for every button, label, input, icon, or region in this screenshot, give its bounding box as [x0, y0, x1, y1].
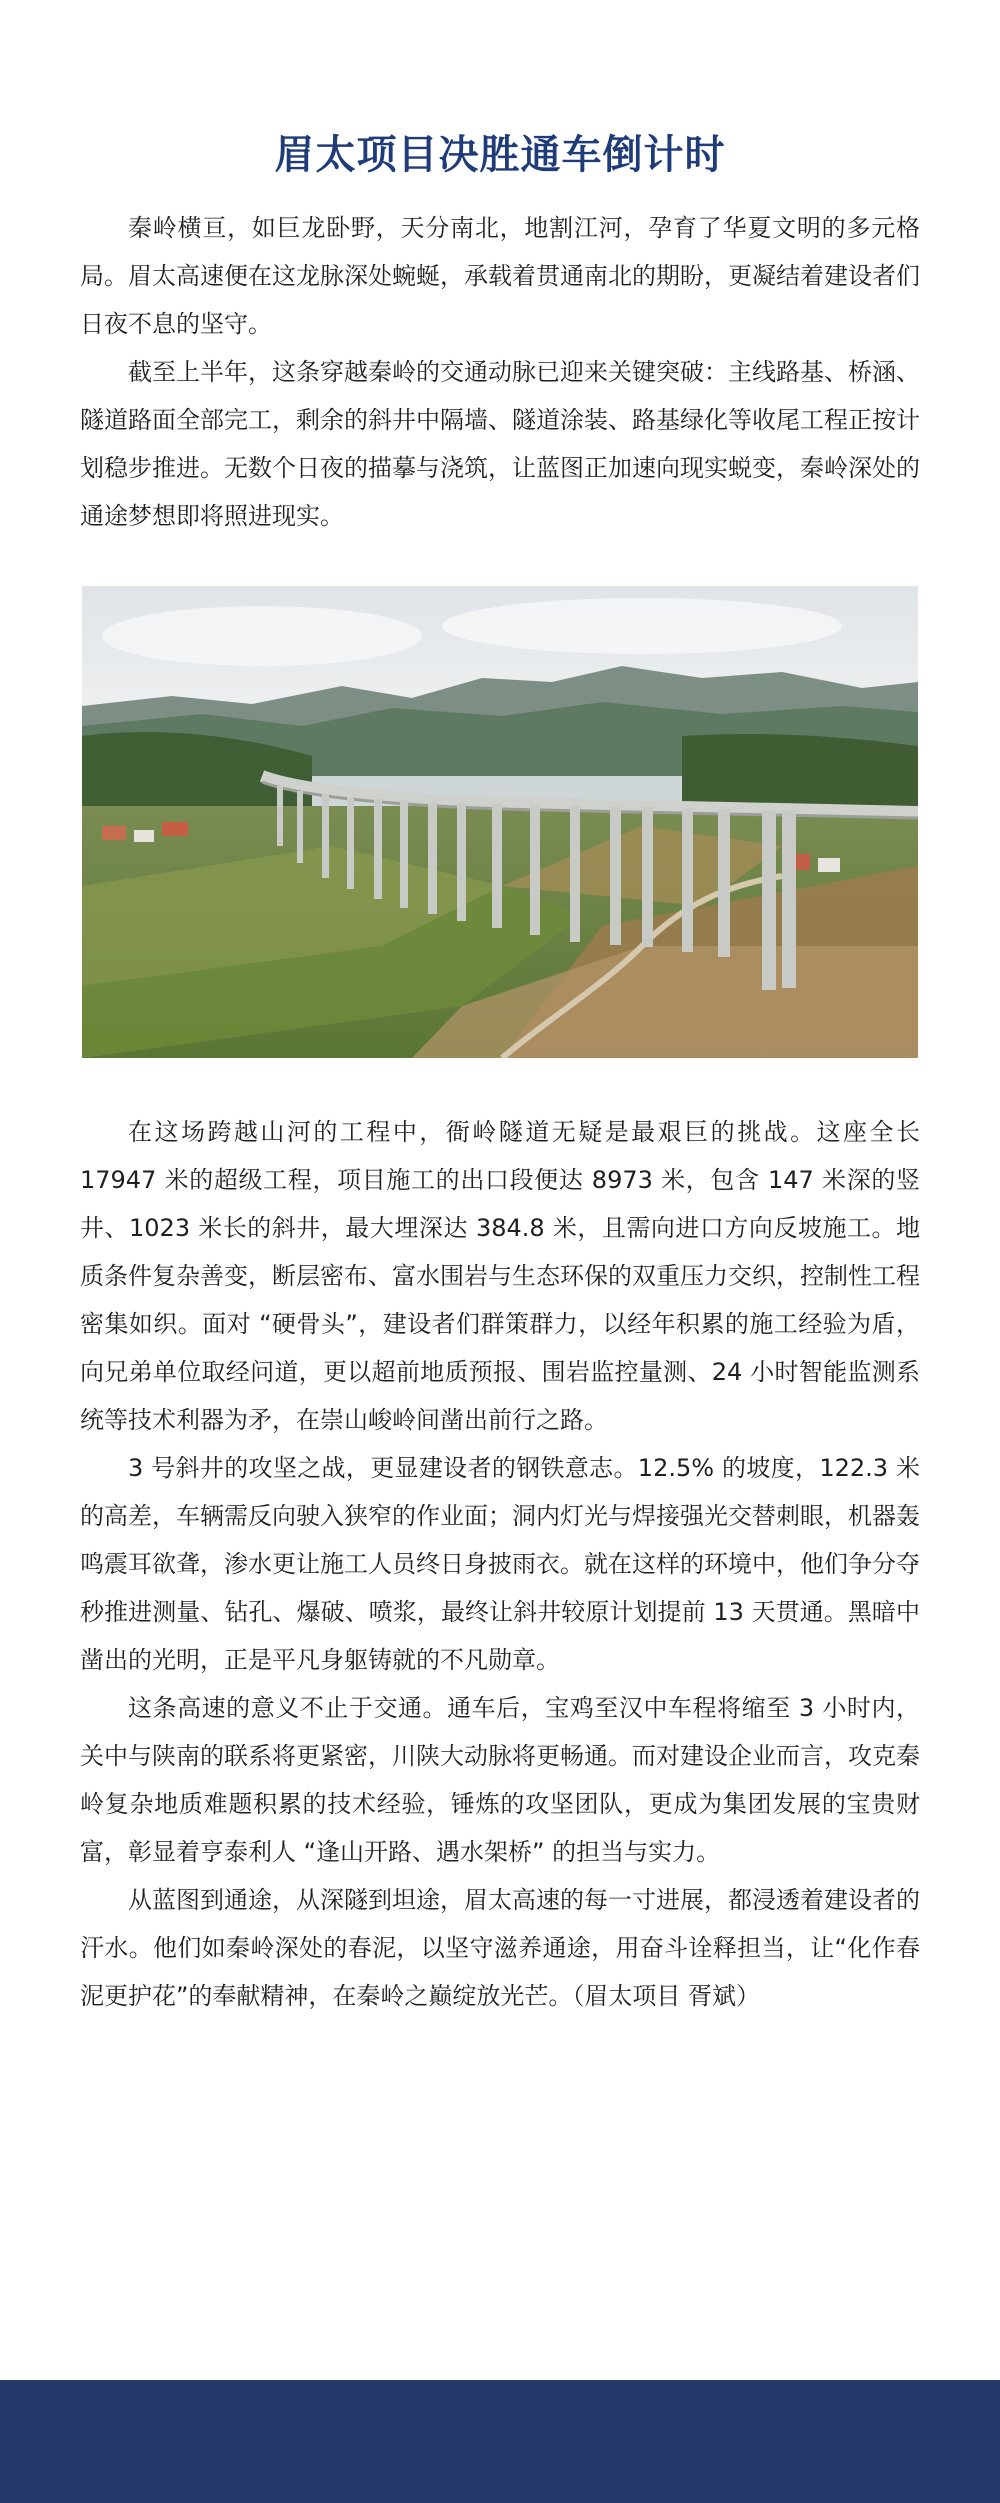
intro-paragraph: 截至上半年，这条穿越秦岭的交通动脉已迎来关键突破：主线路基、桥涵、隧道路面全部完工，剩余的斜井中隔墙、隧道涂装、路基绿化等收尾工程正按计划稳步推进。无数个日夜的描摹与浇筑，让蓝图正加速向现实蜕变，秦岭深处的通途梦想即将照进现实。 [80, 358, 920, 530]
article-title: 眉太项目决胜通车倒计时 [274, 131, 726, 178]
body-paragraph: 在这场跨越山河的工程中，衙岭隧道无疑是最艰巨的挑战。这座全长 17947 米的超级工程，项目施工的出口段便达 8973 米，包含 147 米深的竖井、1023 米长的斜井，最大埋深达 384.8 米，且需向进口方向反坡施工。地质条件复杂善变，断层密布、富水围岩与生态环保的双重压力交织，控制性工程密集如织。面对 “硬骨头”，建设者们群策群力，以经年积累的施工经验为盾，向兄弟单位取经问道，更以超前地质预报、围岩监控量测、24 小时智能监测系统等技术利器为矛，在崇山峻岭间凿出前行之路。 [80, 1118, 920, 1434]
footer-band [0, 2380, 1000, 2503]
intro-section [80, 204, 920, 540]
intro-paragraph: 秦岭横亘，如巨龙卧野，天分南北，地割江河，孕育了华夏文明的多元格局。眉太高速便在这龙脉深处蜿蜒，承载着贯通南北的期盼，更凝结着建设者们日夜不息的坚守。 [80, 214, 920, 338]
bridge-photo-illustration [82, 586, 918, 1058]
body-section [80, 1108, 920, 2020]
body-paragraph: 3 号斜井的攻坚之战，更显建设者的钢铁意志。12.5% 的坡度，122.3 米的高差，车辆需反向驶入狭窄的作业面；洞内灯光与焊接强光交替刺眼，机器轰鸣震耳欲聋，渗水更让施工人员终日身披雨衣。就在这样的环境中，他们争分夺秒推进测量、钻孔、爆破、喷浆，最终让斜井较原计划提前 13 天贯通。黑暗中凿出的光明，正是平凡身躯铸就的不凡勋章。 [80, 1454, 920, 1674]
body-paragraph: 从蓝图到通途，从深隧到坦途，眉太高速的每一寸进展，都浸透着建设者的汗水。他们如秦岭深处的春泥，以坚守滋养通途，用奋斗诠释担当，让“化作春泥更护花”的奉献精神，在秦岭之巅绽放光芒。（眉太项目 胥斌） [80, 1886, 920, 2010]
body-paragraph: 这条高速的意义不止于交通。通车后，宝鸡至汉中车程将缩至 3 小时内，关中与陕南的联系将更紧密，川陕大动脉将更畅通。而对建设企业而言，攻克秦岭复杂地质难题积累的技术经验，锤炼的攻坚团队，更成为集团发展的宝贵财富，彰显着亨泰利人 “逢山开路、遇水架桥” 的担当与实力。 [80, 1694, 920, 1866]
bridge-photo [82, 586, 918, 1058]
